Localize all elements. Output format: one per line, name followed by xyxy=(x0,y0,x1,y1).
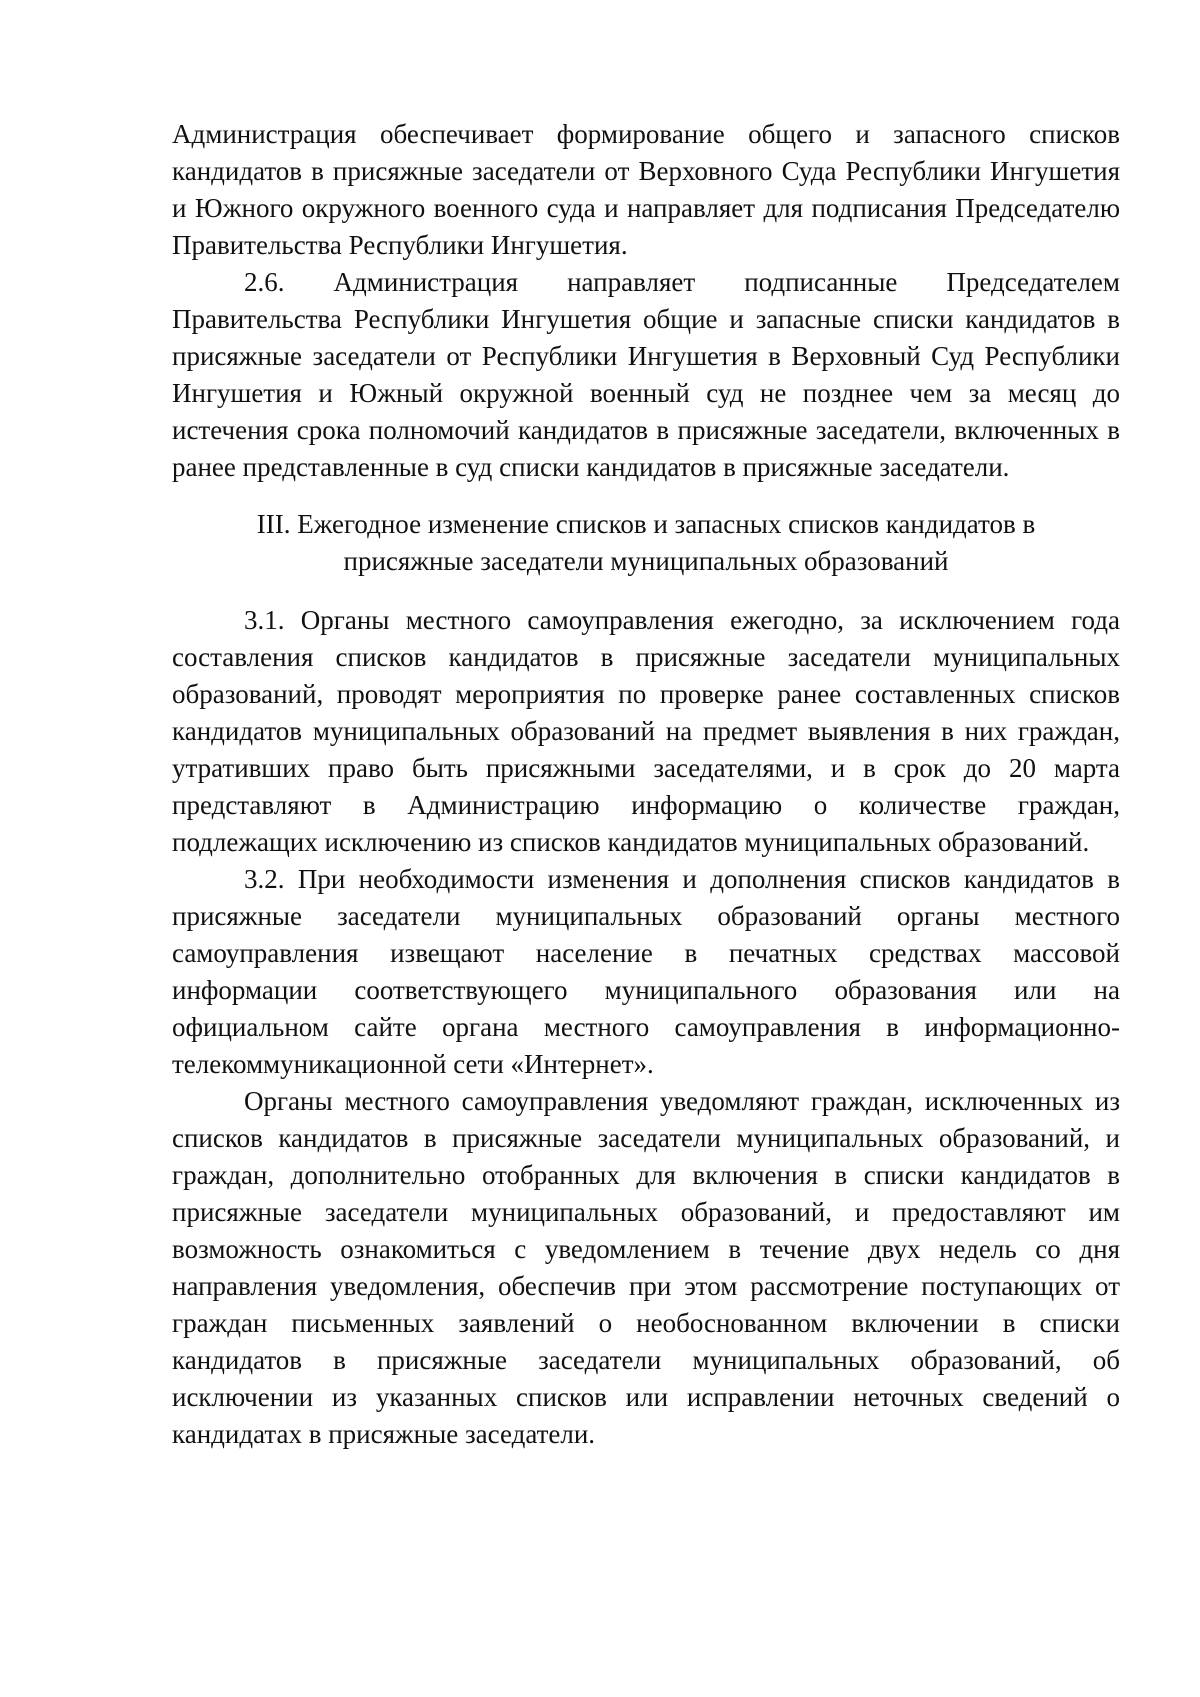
document-body xyxy=(172,116,1120,1453)
section-title-line-1: III. Ежегодное изменение списков и запасных списков кандидатов в xyxy=(256,509,1036,539)
paragraph-notification: Органы местного самоуправления уведомляют граждан, исключенных из списков кандидатов в присяжные заседатели муниципальных образований, и граждан, дополнительно отобранных для включения в списки кандидатов в присяжные заседатели муниципальных образований, и предоставляют им возможность ознакомиться с уведомлением в течение двух недель со дня направления уведомления, обеспечив при этом рассмотрение поступающих от граждан письменных заявлений о необоснованном включении в списки кандидатов в присяжные заседатели муниципальных образований, об исключении из указанных списков или исправлении неточных сведений о кандидатах в присяжные заседатели. xyxy=(172,1086,1120,1449)
section-title-line-2: присяжные заседатели муниципальных образований xyxy=(343,546,949,576)
spacer xyxy=(172,580,1120,602)
paragraph-3-1: 3.1. Органы местного самоуправления ежегодно, за исключением года составления списков кандидатов в присяжные заседатели муниципальных образований, проводят мероприятия по проверке ранее составленных списков кандидатов муниципальных образований на предмет выявления в них граждан, утративших право быть присяжными заседателями, и в срок до 20 марта представляют в Администрацию информацию о количестве граждан, подлежащих исключению из списков кандидатов муниципальных образований. xyxy=(172,605,1120,857)
paragraph-2-6: 2.6. Администрация направляет подписанные Председателем Правительства Республики Ингушетия общие и запасные списки кандидатов в присяжные заседатели от Республики Ингушетия в Верховный Суд Республики Ингушетия и Южный окружной военный суд не позднее чем за месяц до истечения срока полномочий кандидатов в присяжные заседатели, включенных в ранее представленные в суд списки кандидатов в присяжные заседатели. xyxy=(172,267,1120,482)
spacer xyxy=(172,486,1120,506)
section-title xyxy=(172,506,1120,580)
paragraph-administration-lists: Администрация обеспечивает формирование общего и запасного списков кандидатов в присяжные заседатели от Верховного Суда Республики Ингушетия и Южного окружного военного суда и направляет для подписания Председателю Правительства Республики Ингушетия. xyxy=(172,119,1120,260)
paragraph-3-2: 3.2. При необходимости изменения и дополнения списков кандидатов в присяжные заседатели муниципальных образований органы местного самоуправления извещают население в печатных средствах массовой информации соответствующего муниципального образования или на официальном сайте органа местного самоуправления в информационно-телекоммуникационной сети «Интернет». xyxy=(172,864,1120,1079)
